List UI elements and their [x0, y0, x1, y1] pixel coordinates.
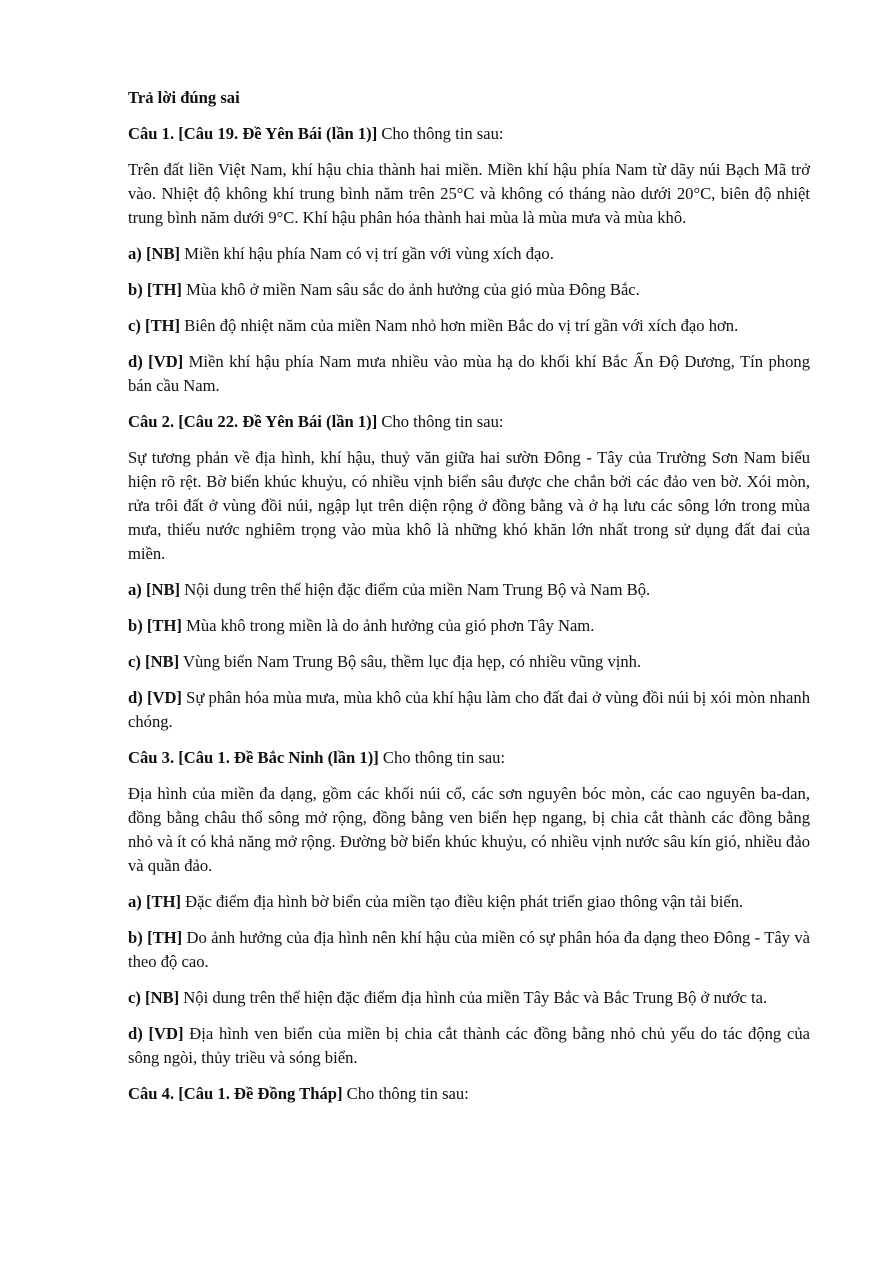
option-text: Biên độ nhiệt năm của miền Nam nhỏ hơn miền Bắc do vị trí gần với xích đạo hơn.: [180, 316, 739, 335]
question-4-header: [128, 1082, 810, 1106]
option-text: Địa hình ven biển của miền bị chia cắt thành các đồng bằng nhỏ chủ yếu do tác động của sông ngòi, thủy triều và sóng biển.: [128, 1024, 810, 1067]
question-1-intro: Cho thông tin sau:: [377, 124, 504, 143]
option-tag: d) [VD]: [128, 1024, 184, 1043]
option-text: Đặc điểm địa hình bờ biển của miền tạo điều kiện phát triển giao thông vận tải biển.: [181, 892, 744, 911]
option-text: Vùng biển Nam Trung Bộ sâu, thềm lục địa hẹp, có nhiều vũng vịnh.: [179, 652, 642, 671]
question-1-option-d: [128, 350, 810, 398]
question-1-option-a: [128, 242, 810, 266]
question-3-passage: Địa hình của miền đa dạng, gồm các khối núi cổ, các sơn nguyên bóc mòn, các cao nguyên ba-dan, đồng bằng châu thổ sông mở rộng, đồng bằng ven biển hẹp ngang, bị chia cắt thành các đồng bằng nhỏ và ít có khả năng mở rộng. Đường bờ biển khúc khuỷu, có nhiều vịnh nước sâu kín gió, nhiều đảo và quần đảo.: [128, 784, 810, 875]
option-tag: a) [TH]: [128, 892, 181, 911]
option-text: Nội dung trên thể hiện đặc điểm địa hình của miền Tây Bắc và Bắc Trung Bộ ở nước ta.: [179, 988, 768, 1007]
option-text: Miền khí hậu phía Nam có vị trí gần với vùng xích đạo.: [180, 244, 554, 263]
option-text: Do ảnh hưởng của địa hình nên khí hậu của miền có sự phân hóa đa dạng theo Đông - Tây và theo độ cao.: [128, 928, 810, 971]
question-3-option-a: [128, 890, 810, 914]
option-tag: c) [TH]: [128, 316, 181, 335]
question-2-label: Câu 2. [Câu 22. Đề Yên Bái (lần 1)]: [128, 412, 378, 431]
question-1-option-b: [128, 278, 810, 302]
question-4-intro: Cho thông tin sau:: [342, 1084, 469, 1103]
option-tag: c) [NB]: [128, 988, 180, 1007]
document-page: [128, 86, 810, 1118]
question-1-label: Câu 1. [Câu 19. Đề Yên Bái (lần 1)]: [128, 124, 378, 143]
question-4-label: Câu 4. [Câu 1. Đề Đồng Tháp]: [128, 1084, 343, 1103]
question-2-intro: Cho thông tin sau:: [377, 412, 504, 431]
question-3-option-b: [128, 926, 810, 974]
option-text: Mùa khô trong miền là do ảnh hưởng của gió phơn Tây Nam.: [181, 616, 595, 635]
option-text: Sự phân hóa mùa mưa, mùa khô của khí hậu làm cho đất đai ở vùng đồi núi bị xói mòn nhanh chóng.: [128, 688, 811, 731]
question-1-passage: Trên đất liền Việt Nam, khí hậu chia thành hai miền. Miền khí hậu phía Nam từ dãy núi Bạch Mã trở vào. Nhiệt độ không khí trung bình năm trên 25°C và không có tháng nào dưới 20°C, biên độ nhiệt trung bình năm dưới 9°C. Khí hậu phân hóa thành hai mùa là mùa mưa và mùa khô.: [128, 160, 810, 227]
question-2-option-c: [128, 650, 810, 674]
question-1-option-c: [128, 314, 810, 338]
question-2-passage: Sự tương phản về địa hình, khí hậu, thuỷ văn giữa hai sườn Đông - Tây của Trường Sơn Nam biểu hiện rõ rệt. Bờ biển khúc khuỷu, có nhiều vịnh biển sâu được che chắn bởi các đảo ven bờ. Xói mòn, rửa trôi đất ở vùng đồi núi, ngập lụt trên diện rộng ở đồng bằng và ở hạ lưu các sông lớn trong mùa mưa, thiếu nước nghiêm trọng vào mùa khô là những khó khăn lớn nhất trong sử dụng đất đai của miền.: [128, 448, 810, 563]
question-2-option-a: [128, 578, 810, 602]
option-tag: a) [NB]: [128, 580, 181, 599]
option-tag: d) [VD]: [128, 352, 184, 371]
option-tag: d) [VD]: [128, 688, 182, 707]
option-text: Miền khí hậu phía Nam mưa nhiều vào mùa hạ do khối khí Bắc Ấn Độ Dương, Tín phong bán cầu Nam.: [128, 352, 810, 395]
section-heading: Trả lời đúng sai: [128, 88, 240, 107]
option-text: Nội dung trên thể hiện đặc điểm của miền Nam Trung Bộ và Nam Bộ.: [180, 580, 651, 599]
option-tag: a) [NB]: [128, 244, 181, 263]
option-tag: c) [NB]: [128, 652, 180, 671]
option-tag: b) [TH]: [128, 928, 183, 947]
question-1-header: [128, 122, 810, 146]
question-2-option-d: [128, 686, 810, 734]
question-3-label: Câu 3. [Câu 1. Đề Bắc Ninh (lần 1)]: [128, 748, 379, 767]
question-3-option-d: [128, 1022, 810, 1070]
question-3-intro: Cho thông tin sau:: [378, 748, 506, 767]
option-tag: b) [TH]: [128, 280, 182, 299]
option-tag: b) [TH]: [128, 616, 182, 635]
option-text: Mùa khô ở miền Nam sâu sắc do ảnh hưởng của gió mùa Đông Bắc.: [181, 280, 640, 299]
question-3-header: [128, 746, 810, 770]
question-2-header: [128, 410, 810, 434]
question-2-option-b: [128, 614, 810, 638]
question-3-option-c: [128, 986, 810, 1010]
